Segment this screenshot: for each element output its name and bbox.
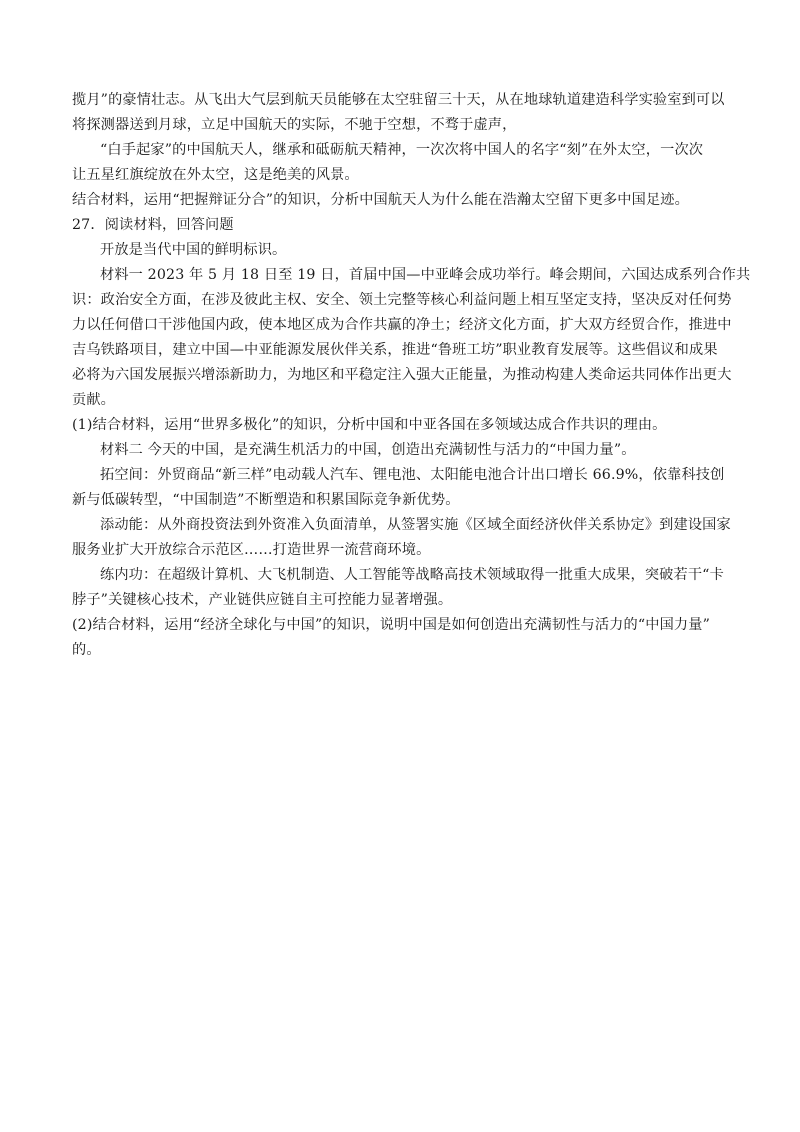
text-line: (2)结合材料，运用“经济全球化与中国”的知识，说明中国是如何创造出充满韧性与活力的“中国力量” [72, 617, 710, 633]
text-line: 服务业扩大开放综合示范区……打造世界一流营商环境。 [72, 542, 431, 558]
text-line: 吉乌铁路项目，建立中国—中亚能源发展伙伴关系，推进“鲁班工坊”职业教育发展等。这些倡议和成果 [72, 342, 718, 358]
question-26-prompt: 结合材料，运用“把握辩证分合”的知识，分析中国航天人为什么能在浩瀚太空留下更多中国足迹。 [72, 192, 689, 208]
material-1 [72, 263, 751, 413]
material-2-add-momentum [72, 513, 731, 563]
question-27-header: 27．阅读材料，回答问题 [72, 217, 234, 233]
text-line: 材料一 2023 年 5 月 18 日至 19 日，首届中国—中亚峰会成功举行。峰会期间，六国达成系列合作共 [100, 267, 751, 283]
text-line: 揽月”的豪情壮志。从飞出大气层到航天员能够在太空驻留三十天，从在地球轨道建造科学实验室到可以 [72, 92, 725, 108]
material-2-expand-space [72, 463, 728, 513]
text-line: 的。 [72, 642, 101, 658]
text-line: 脖子”关键核心技术，产业链供应链自主可控能力显著增强。 [72, 592, 453, 608]
material-2-internal-strength [72, 563, 728, 613]
document-page [72, 88, 751, 663]
text-line: 将探测器送到月球，立足中国航天的实际，不驰于空想，不骛于虚声， [72, 117, 517, 133]
question-26-paragraph-2 [72, 138, 728, 188]
text-line: 新与低碳转型，“中国制造”不断塑造和积累国际竞争新优势。 [72, 492, 460, 508]
question-27-intro: 开放是当代中国的鲜明标识。 [100, 242, 287, 258]
text-line: 让五星红旗绽放在外太空，这是绝美的风景。 [72, 167, 359, 183]
question-26-passage-tail [72, 88, 728, 138]
question-27-1: (1)结合材料，运用“世界多极化”的知识，分析中国和中亚各国在多领域达成合作共识的理由。 [72, 417, 667, 433]
text-line: 识：政治安全方面，在涉及彼此主权、安全、领土完整等核心利益问题上相互坚定支持，坚决反对任何势 [72, 292, 732, 308]
text-line: 拓空间：外贸商品“新三样”电动载人汽车、锂电池、太阳能电池合计出口增长 66.9%，依靠科技创 [100, 467, 725, 483]
text-line: “白手起家”的中国航天人，继承和砥砺航天精神，一次次将中国人的名字“刻”在外太空，一次次 [100, 142, 704, 158]
text-line: 练内功：在超级计算机、大飞机制造、人工智能等战略高技术领域取得一批重大成果，突破若干“卡 [100, 567, 724, 583]
material-2-intro: 材料二 今天的中国，是充满生机活力的中国，创造出充满韧性与活力的“中国力量”。 [100, 442, 636, 458]
text-line: 添动能：从外商投资法到外资准入负面清单，从签署实施《区域全面经济伙伴关系协定》到建设国家 [100, 517, 731, 533]
text-line: 力以任何借口干涉他国内政，使本地区成为合作共赢的净土；经济文化方面，扩大双方经贸合作，推进中 [72, 317, 732, 333]
question-27-2 [72, 613, 728, 663]
text-line: 贡献。 [72, 392, 116, 408]
text-line: 必将为六国发展振兴增添新助力，为地区和平稳定注入强大正能量，为推动构建人类命运共同体作出更大 [72, 367, 732, 383]
